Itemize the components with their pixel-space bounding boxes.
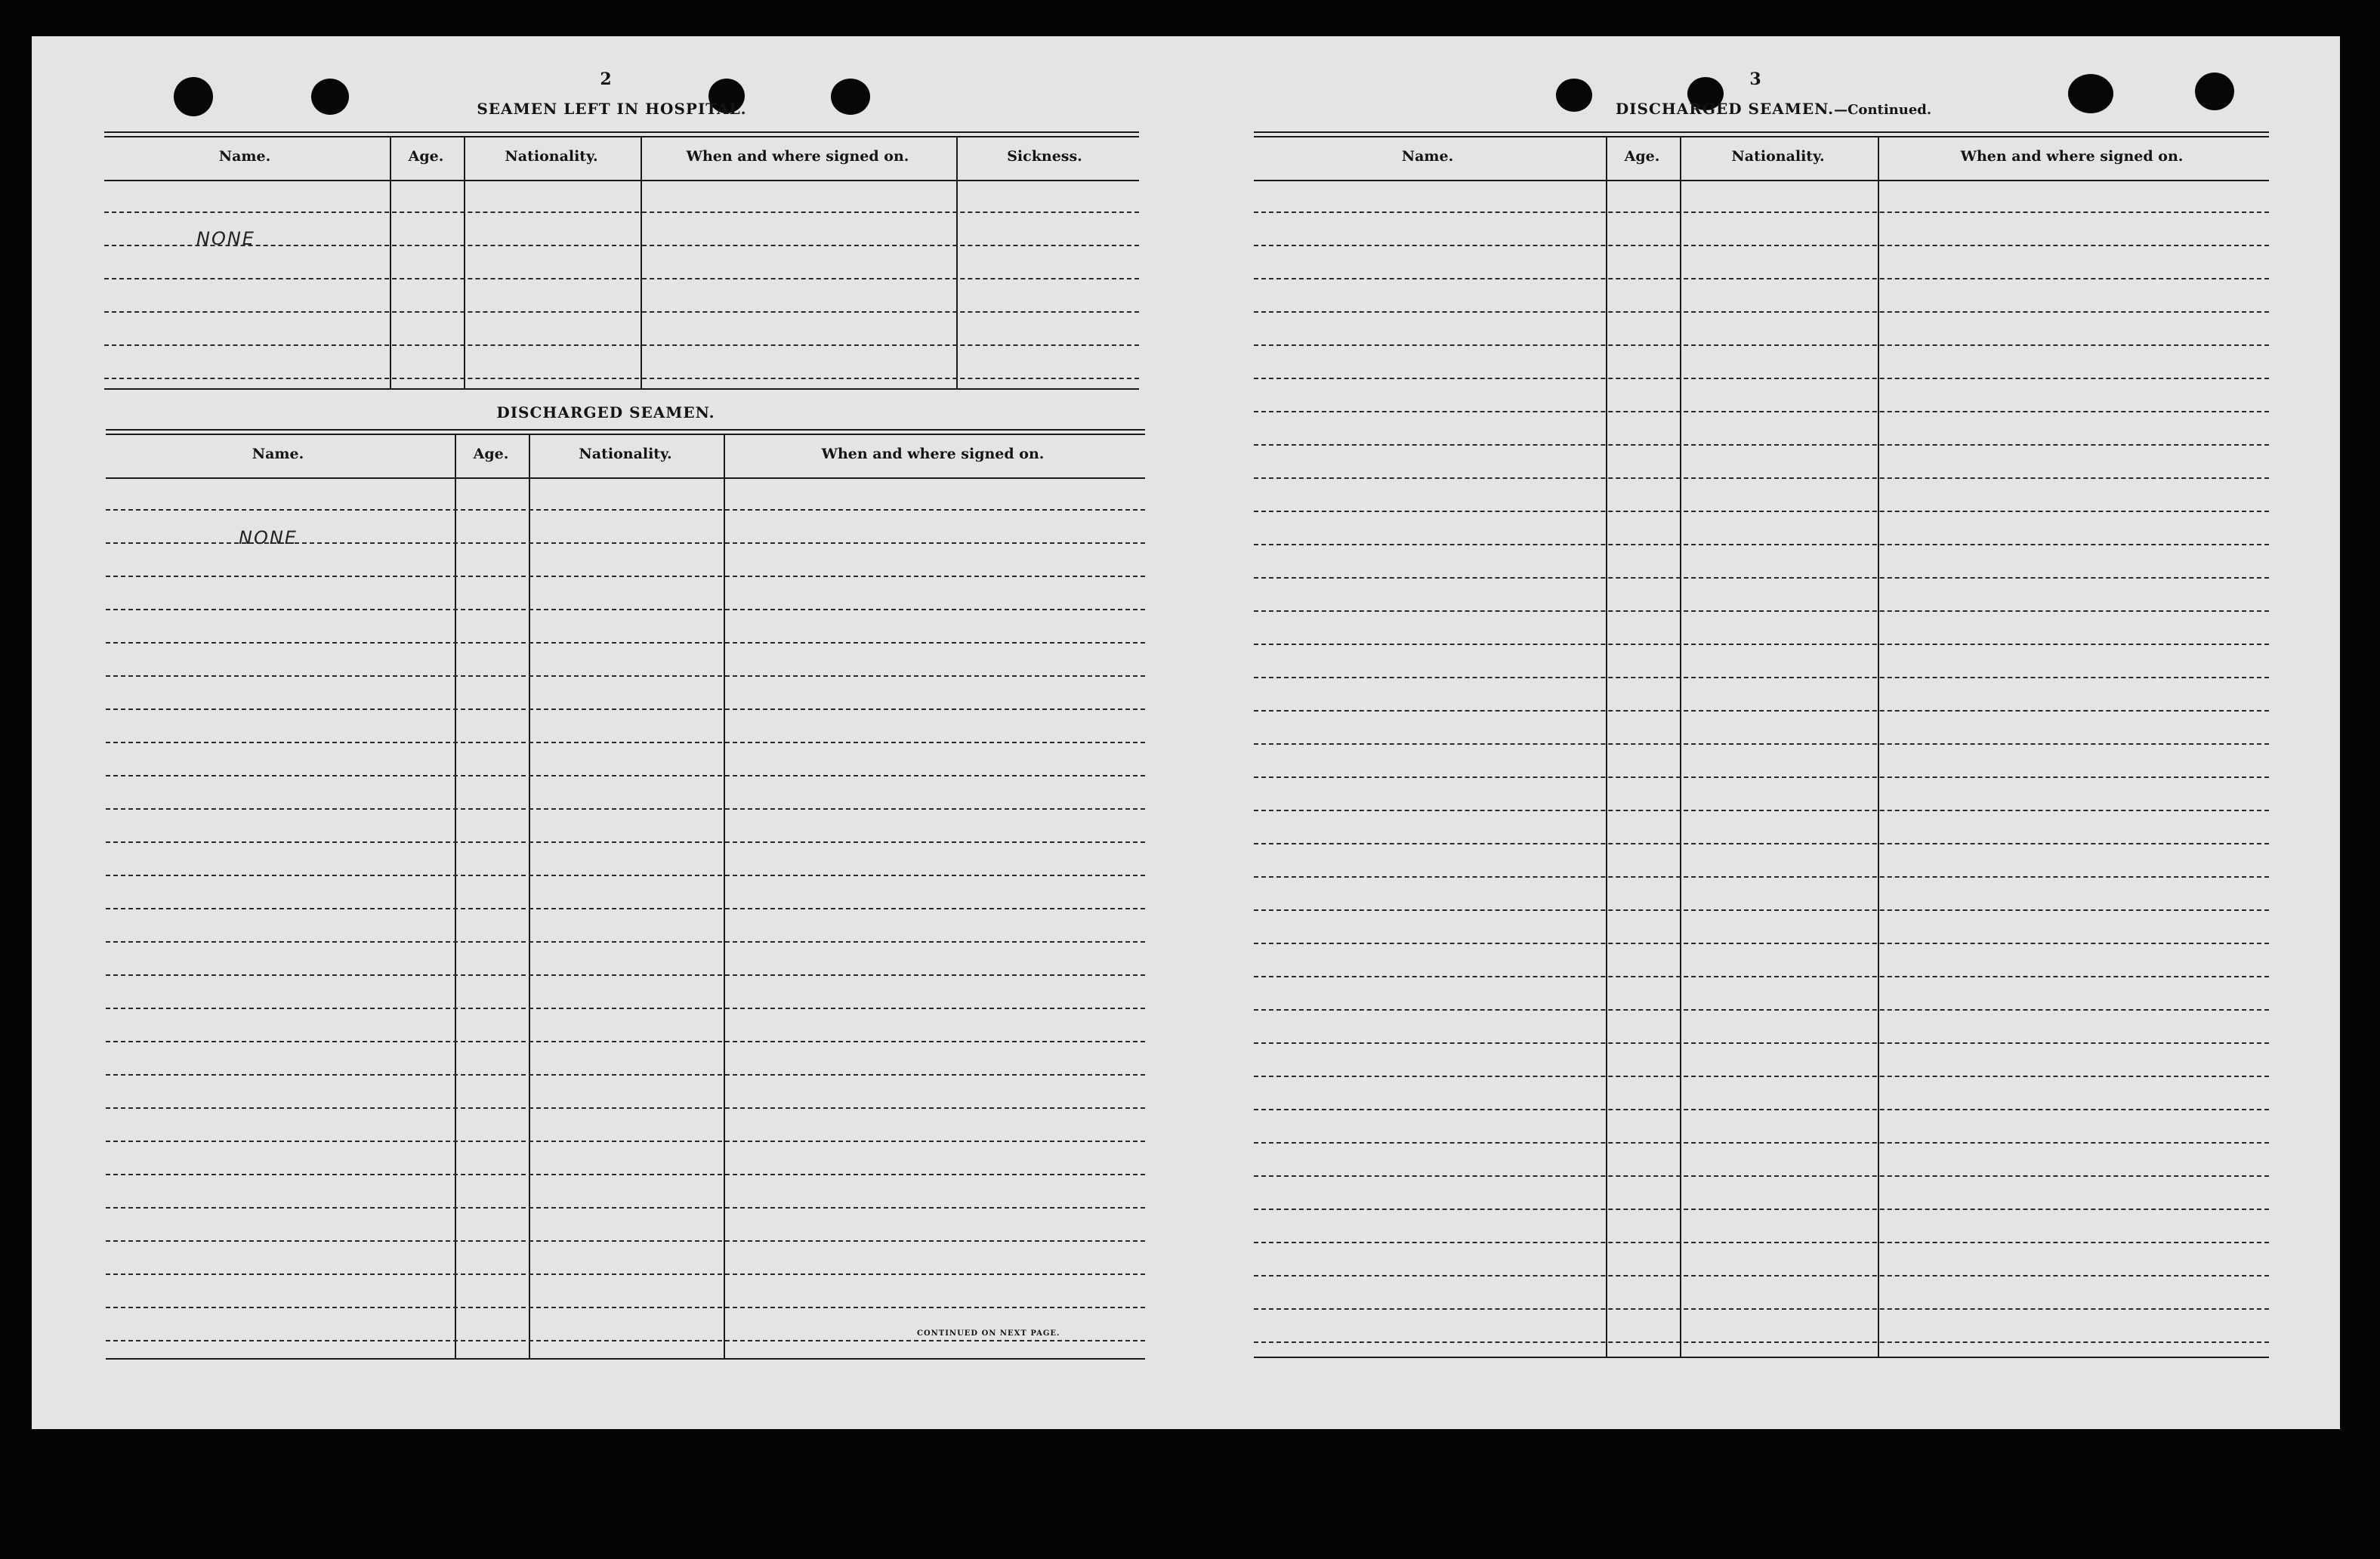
entry-line [1254, 378, 2269, 379]
col-header-name: Name. [1401, 148, 1454, 165]
entry-line [106, 1174, 1145, 1175]
entry-line [104, 378, 1139, 379]
entry-line [106, 1141, 1145, 1142]
entry-line [1254, 577, 2269, 579]
entry-line [1254, 943, 2269, 944]
entry-line [1254, 810, 2269, 811]
entry-line [1254, 743, 2269, 745]
entry-line [1254, 511, 2269, 512]
section-title-hospital: SEAMEN LEFT IN HOSPITAL. [477, 100, 747, 118]
punch-hole [831, 79, 870, 115]
entry-line [106, 576, 1145, 577]
entry-line [1254, 544, 2269, 545]
punch-hole [2195, 73, 2234, 110]
entry-line [106, 1041, 1145, 1042]
entry-line [1254, 1109, 2269, 1110]
handwritten-entry: NONE [239, 527, 298, 548]
entry-line [1254, 1076, 2269, 1077]
entry-line [1254, 843, 2269, 844]
entry-line [1254, 1242, 2269, 1243]
col-header-nationality: Nationality. [505, 148, 598, 165]
entry-line [106, 742, 1145, 743]
entry-line [106, 509, 1145, 511]
handwritten-entry: NONE [196, 228, 255, 249]
entry-line [106, 808, 1145, 810]
entry-line [1254, 677, 2269, 678]
entry-line [106, 841, 1145, 843]
entry-line [104, 245, 1139, 246]
entry-line [1254, 1275, 2269, 1277]
continued-note: CONTINUED ON NEXT PAGE. [917, 1329, 1060, 1338]
entry-line [1254, 710, 2269, 712]
col-header-age: Age. [1624, 148, 1660, 165]
entry-line [1254, 909, 2269, 911]
section-title-suffix: —Continued. [1834, 102, 1932, 118]
entry-line [106, 1307, 1145, 1308]
entry-line [106, 974, 1145, 976]
document-sheet [32, 36, 2340, 1429]
entry-line [1254, 444, 2269, 446]
entry-line [106, 775, 1145, 776]
entry-line [104, 278, 1139, 279]
entry-line [104, 311, 1139, 313]
entry-line [1254, 1209, 2269, 1210]
entry-line [1254, 311, 2269, 313]
entry-line [106, 908, 1145, 909]
entry-line [1254, 245, 2269, 246]
entry-line [106, 1273, 1145, 1275]
entry-line [1254, 1341, 2269, 1343]
entry-line [1254, 876, 2269, 878]
entry-line [106, 941, 1145, 943]
entry-line [1254, 278, 2269, 279]
entry-line [106, 1074, 1145, 1076]
entry-line [106, 609, 1145, 610]
entry-line [1254, 211, 2269, 213]
entry-line [106, 708, 1145, 710]
discharged-table-right [1254, 131, 2269, 1358]
entry-line [1254, 1042, 2269, 1044]
entry-line [106, 875, 1145, 876]
page-number: 2 [600, 69, 612, 89]
entry-line [1254, 976, 2269, 977]
col-header-sickness: Sickness. [1007, 148, 1082, 165]
entry-line [1254, 644, 2269, 645]
entry-line [1254, 610, 2269, 612]
entry-line [1254, 1175, 2269, 1177]
punch-hole [1556, 79, 1592, 112]
entry-line [1254, 344, 2269, 346]
col-header-signed-on: When and where signed on. [821, 446, 1045, 462]
col-header-name: Name. [218, 148, 271, 165]
punch-hole [311, 79, 349, 115]
hospital-table [104, 131, 1139, 432]
entry-line [1254, 1142, 2269, 1144]
entry-line [104, 211, 1139, 213]
col-header-signed-on: When and where signed on. [1960, 148, 2184, 165]
page-number: 3 [1749, 69, 1761, 89]
col-header-signed-on: When and where signed on. [686, 148, 909, 165]
entry-line [104, 344, 1139, 346]
entry-line [106, 542, 1145, 544]
punch-hole [174, 77, 213, 116]
discharged-table-left [106, 429, 1145, 1358]
entry-line [106, 1240, 1145, 1242]
col-header-age: Age. [473, 446, 509, 462]
col-header-nationality: Nationality. [579, 446, 672, 462]
entry-line [106, 1340, 1145, 1341]
entry-line [1254, 411, 2269, 412]
entry-line [106, 675, 1145, 677]
entry-line [106, 642, 1145, 644]
entry-line [106, 1008, 1145, 1009]
entry-line [1254, 776, 2269, 778]
col-header-nationality: Nationality. [1731, 148, 1825, 165]
entry-line [1254, 1009, 2269, 1011]
section-title-discharged: DISCHARGED SEAMEN. [496, 403, 715, 421]
section-title-text: DISCHARGED SEAMEN. [1615, 100, 1835, 118]
entry-line [106, 1207, 1145, 1209]
entry-line [106, 1107, 1145, 1109]
col-header-name: Name. [252, 446, 304, 462]
col-header-age: Age. [408, 148, 444, 165]
punch-hole [2068, 74, 2113, 113]
entry-line [1254, 1308, 2269, 1310]
section-title-discharged-continued [1592, 100, 1955, 118]
entry-line [1254, 477, 2269, 479]
